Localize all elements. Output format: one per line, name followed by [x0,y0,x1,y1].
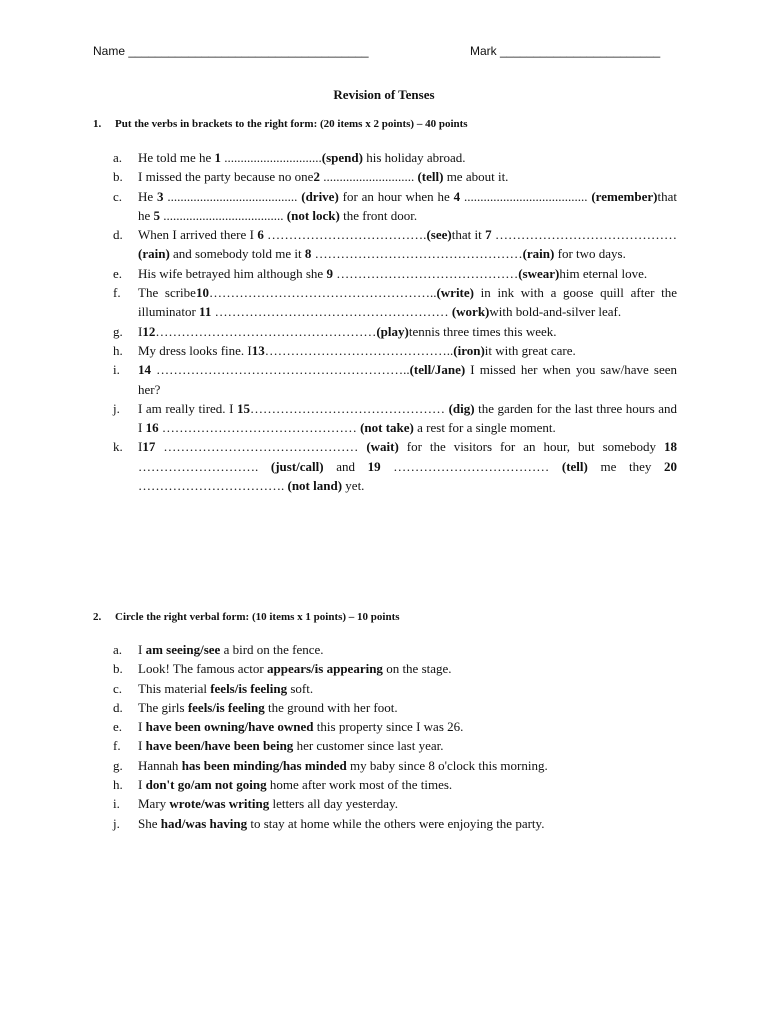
item-keyword: (swear) [518,265,560,281]
item-keyword: (iron) [453,342,485,358]
item-text: ………………………………………………….. [151,362,410,378]
item-text: .............................. [221,150,322,165]
item-keyword: have been/have been being [145,738,294,754]
exercise-item [113,187,677,226]
item-text: I am really tired. I [138,400,237,416]
item-keyword: (see) [426,227,452,243]
item-text: When I arrived there I [138,227,258,243]
item-text: letters all day yesterday. [269,796,398,812]
exercise-item [113,814,677,833]
name-label: Name ____________________________________ [93,44,369,58]
item-text: the ground with her foot. [264,699,398,715]
item-keyword: 15 [237,400,250,416]
item-letter: e. [113,719,123,735]
item-text: that he [138,188,677,223]
item-text: this property since I was 26. [313,719,464,735]
item-text: ............................ [319,169,418,185]
item-text: and somebody told me it [169,246,305,262]
item-keyword: (remember) [591,188,658,204]
item-keyword: 18 [664,439,677,455]
item-text: I [138,439,143,455]
item-text: I [138,642,146,657]
item-letter: c. [113,680,123,696]
item-keyword: (spend) [321,150,363,165]
item-text: Mary [138,796,170,812]
item-text: ……………………………… [380,458,562,474]
item-letter: k. [113,439,123,455]
exercise-item [113,756,677,775]
item-text: her customer since last year. [293,738,444,754]
exercise-item [113,264,677,283]
item-text: for the visitors for an hour, but somebody [398,439,664,455]
item-letter: b. [113,169,123,185]
item-keyword: (not land) [287,478,343,494]
item-keyword: feels/is feeling [210,680,288,696]
item-text: I [138,738,146,754]
item-text: This material [138,680,211,696]
item-text: ……………………………. [138,478,288,494]
exercise-2-list [113,640,677,833]
item-text: I [138,777,146,793]
exercise-item [113,167,677,186]
item-text: the front door. [339,207,418,223]
section-heading-text: Circle the right verbal form: (10 items x 1 points) – 10 points [115,611,400,623]
item-letter: i. [113,796,120,812]
item-keyword: 3 [157,188,164,204]
item-keyword: (tell) [417,169,444,185]
item-text: I [138,719,146,735]
item-keyword: (tell) [561,458,588,474]
item-keyword: am seeing/see [145,642,221,657]
item-text: it with great care. [484,342,576,358]
item-letter: e. [113,265,123,281]
item-text: his holiday abroad. [362,150,466,165]
exercise-item [113,679,677,698]
exercise-item [113,341,677,360]
item-text: …………………………………………….. [208,285,437,301]
exercise-item [113,360,677,399]
item-text: Look! The famous actor [138,661,267,677]
item-keyword: have been owning/have owned [145,719,314,735]
exercise-1-list [113,148,677,495]
item-letter: g. [113,757,123,773]
item-text: ………………………. [138,458,271,474]
item-letter: f. [113,285,121,301]
item-text: The girls [138,699,188,715]
item-keyword: 14 [138,362,151,378]
item-text: me they [587,458,664,474]
item-keyword: (dig) [448,400,475,416]
item-text: I [138,323,143,339]
item-keyword: 17 [142,439,156,455]
item-text: soft. [287,680,314,696]
item-keyword: (rain) [138,246,170,262]
item-letter: d. [113,227,123,243]
item-text: my baby since 8 o'clock this morning. [346,757,548,773]
item-text: ........................................ [163,188,302,204]
item-text: on the stage. [382,661,452,677]
item-keyword: has been minding/has minded [181,757,347,773]
exercise-item [113,698,677,717]
item-letter: j. [113,400,120,416]
item-keyword: 16 [145,420,159,436]
item-keyword: 2 [313,169,320,185]
item-letter: d. [113,699,123,715]
page-title: Revision of Tenses [333,87,435,102]
item-text: I missed her when you saw/have seen her? [138,362,677,397]
exercise-item [113,283,677,322]
section-number: 1. [93,118,102,130]
item-keyword: 10 [195,285,209,301]
item-letter: i. [113,362,120,378]
item-text: for two days. [554,246,626,262]
item-keyword: 13 [251,342,265,358]
item-keyword: feels/is feeling [187,699,265,715]
item-keyword: had/was having [160,815,248,831]
item-text: …………………………………….. [264,342,454,358]
item-letter: c. [113,188,123,204]
exercise-item [113,437,677,495]
item-text: ……………………………………… [158,420,361,436]
item-text: with bold-and-silver leaf. [489,304,622,320]
item-text: a bird on the fence. [220,642,324,657]
item-keyword: 6 [257,227,264,243]
item-text: She [138,815,161,831]
item-letter: a. [113,150,123,165]
item-keyword: (write) [436,285,474,301]
item-text: His wife betrayed him although she [138,265,327,281]
item-keyword: (play) [376,323,409,339]
section-2-heading [93,611,400,623]
item-keyword: wrote/was writing [169,796,270,812]
item-keyword: (just/call) [270,458,324,474]
item-keyword: (drive) [301,188,339,204]
item-letter: j. [113,815,120,831]
item-keyword: 1 [214,150,222,165]
item-text: me about it. [443,169,509,185]
item-text: ……………………………………… [250,400,449,416]
item-keyword: (rain) [522,246,555,262]
exercise-item [113,322,677,341]
item-text: The scribe [138,285,196,301]
item-text: and [323,458,368,474]
item-text: a rest for a single moment. [413,420,556,436]
exercise-item [113,399,677,438]
exercise-item [113,148,677,167]
section-heading-text: Put the verbs in brackets to the right form: (20 items x 2 points) – 40 points [115,118,468,130]
exercise-item [113,717,677,736]
item-keyword: appears/is appearing [267,661,383,677]
item-text: …………………………………… [491,227,678,243]
item-keyword: (wait) [366,439,399,455]
item-keyword: 9 [326,265,333,281]
item-text: …………………………………………… [155,323,377,339]
item-keyword: (not lock) [286,207,340,223]
exercise-item [113,225,677,264]
item-text: him eternal love. [559,265,648,281]
mark-label: Mark ________________________ [470,44,661,58]
item-text: He [138,188,158,204]
item-text: the garden for the last three hours and I [138,400,678,436]
item-keyword: 19 [367,458,381,474]
exercise-item [113,775,677,794]
item-keyword: (tell/Jane) [409,362,466,378]
item-text: yet. [342,478,365,494]
name-field [93,44,369,58]
item-letter: b. [113,661,123,677]
item-text: in ink with a goose quill after the illuminator [138,285,677,320]
item-letter: a. [113,642,123,657]
item-keyword: 4 [453,188,461,204]
item-keyword: 20 [664,458,677,474]
exercise-item [113,736,677,755]
exercise-item [113,659,677,678]
item-text: Hannah [138,757,182,773]
item-letter: h. [113,777,123,793]
item-text: home after work most of the times. [266,777,453,793]
item-text: I missed the party because no one [138,169,314,185]
item-text: ..................................... [160,207,287,223]
item-text: He told me he [138,150,215,165]
item-text: that it [451,227,486,243]
item-letter: g. [113,323,123,339]
item-keyword: 7 [485,227,492,243]
item-keyword: (not take) [360,420,414,436]
item-keyword: don't go/am not going [145,777,267,793]
item-keyword: 12 [142,323,156,339]
item-text: ………………………………. [263,227,427,243]
item-text: ……………………………………… [155,439,367,455]
item-keyword: 5 [153,207,161,223]
item-keyword: (work) [451,304,490,320]
mark-field [470,44,660,58]
section-number: 2. [93,611,102,623]
item-text: ...................................... [460,188,592,204]
item-keyword: 8 [304,246,312,262]
section-1-heading [93,118,468,130]
item-keyword: 11 [199,304,212,320]
item-text: ……………………………………………… [211,304,452,320]
item-text: …………………………………… [332,265,519,281]
item-text: tennis three times this week. [408,323,557,339]
item-letter: h. [113,342,123,358]
item-text: ………………………………………… [311,246,523,262]
item-text: My dress looks fine. I [138,342,252,358]
item-letter: f. [113,738,121,754]
item-text: for an hour when he [338,188,454,204]
item-text: to stay at home while the others were enjoying the party. [247,815,545,831]
exercise-item [113,794,677,813]
exercise-item [113,640,677,659]
